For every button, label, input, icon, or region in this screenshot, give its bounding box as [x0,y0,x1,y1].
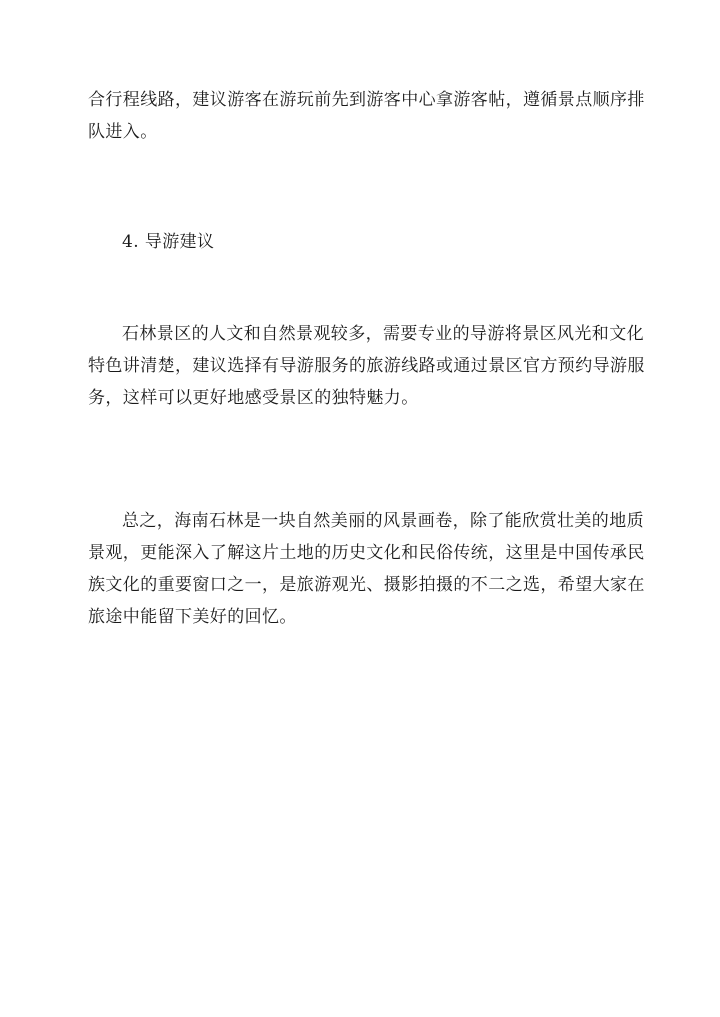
paragraph-guide-advice [88,318,648,414]
text-line: 队进入。 [88,122,158,142]
paragraph-conclusion [88,505,648,633]
text-line: 特色讲清楚，建议选择有导游服务的旅游线路或通过景区官方预约导游服 [88,356,645,376]
text-line: 石林景区的人文和自然景观较多，需要专业的导游将景区风光和文化 [122,324,644,344]
text-line: 总之，海南石林是一块自然美丽的风景画卷，除了能欣赏壮美的地质 [122,511,644,531]
section-heading-guide-advice [88,226,648,258]
text-line: 合行程线路，建议游客在游玩前先到游客中心拿游客帖，遵循景点顺序排 [88,90,645,110]
text-line: 景观，更能深入了解这片土地的历史文化和民俗传统，这里是中国传承民 [88,543,645,563]
text-line: 族文化的重要窗口之一，是旅游观光、摄影拍摄的不二之选，希望大家在 [88,575,645,595]
text-line: 旅途中能留下美好的回忆。 [88,607,297,627]
section-heading-text: 4. 导游建议 [122,232,215,252]
text-line: 务，这样可以更好地感受景区的独特魅力。 [88,388,419,408]
paragraph-travel-route [88,84,648,148]
